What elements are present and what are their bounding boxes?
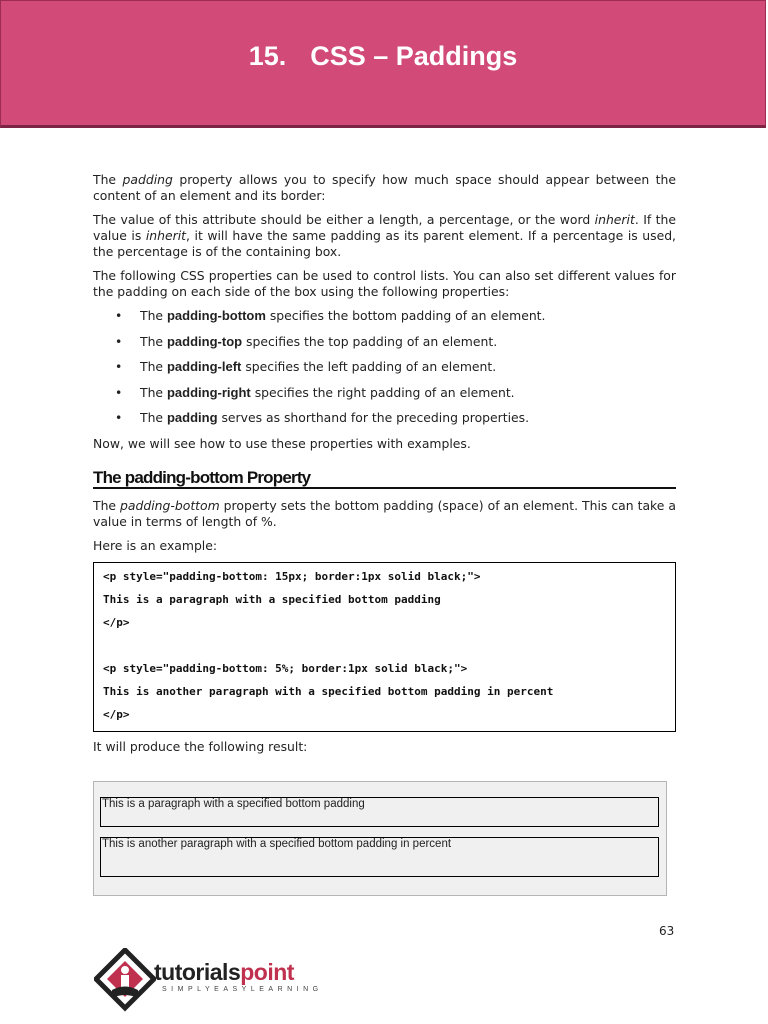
term-emphasis: padding <box>122 172 173 187</box>
result-paragraph-2: This is another paragraph with a specified bottom padding in percent <box>100 837 659 877</box>
chapter-header-banner <box>0 0 766 128</box>
bullet-icon: • <box>115 308 123 323</box>
chapter-title <box>1 41 765 72</box>
result-intro: It will produce the following result: <box>93 738 308 754</box>
text: The value of this attribute should be either a length, a percentage, or the word <box>93 212 595 227</box>
intro-paragraph-2 <box>93 212 676 260</box>
list-item <box>93 385 676 401</box>
text: . If the value is <box>93 212 676 243</box>
logo-tagline: SIMPLYEASYLEARNING <box>162 986 323 993</box>
text: The <box>140 359 167 374</box>
text: The <box>140 333 167 349</box>
intro-paragraph-3: The following CSS properties can be used to control lists. You can also set different values for the padding on each side of the box using the following properties: <box>93 268 676 299</box>
code-line: </p> <box>103 707 130 721</box>
property-name: padding-bottom <box>166 308 266 323</box>
transition-paragraph: Now, we will see how to use these properties with examples. <box>93 435 471 451</box>
rendered-result-box <box>93 781 667 896</box>
list-item <box>93 308 676 324</box>
text: property sets the bottom padding (space) of an element. This can take a value in terms of length of %. <box>93 497 676 529</box>
property-name: padding-right <box>166 384 251 400</box>
bullet-icon: • <box>115 333 123 349</box>
tutorialspoint-logo <box>94 946 334 1016</box>
section-heading: The padding-bottom Property <box>93 470 676 489</box>
list-item <box>93 334 676 350</box>
result-paragraph-1: This is a paragraph with a specified bottom padding <box>100 797 659 827</box>
text: The <box>93 172 123 187</box>
chapter-title-text: CSS – Paddings <box>310 41 518 71</box>
code-line: This is another paragraph with a specified bottom padding in percent <box>103 684 554 698</box>
property-name: padding-left <box>166 359 242 374</box>
property-name: padding-top <box>166 333 243 349</box>
property-name: padding <box>166 410 218 425</box>
intro-paragraph-1 <box>93 172 676 204</box>
bullet-icon: • <box>115 359 123 374</box>
bullet-icon: • <box>115 410 123 425</box>
page-body <box>93 172 676 763</box>
term-emphasis: inherit <box>594 212 635 227</box>
text: serves as shorthand for the preceding properties. <box>217 410 530 425</box>
chapter-number: 15. <box>248 41 287 71</box>
code-line: <p style="padding-bottom: 5%; border:1px solid black;"> <box>103 661 468 675</box>
section-paragraph <box>93 498 676 530</box>
code-line <box>103 639 666 662</box>
example-intro: Here is an example: <box>93 537 218 553</box>
text: specifies the left padding of an element. <box>241 359 497 374</box>
code-example-box <box>93 562 676 732</box>
term-emphasis: padding-bottom <box>120 497 220 513</box>
logo-word-point: point <box>240 959 294 985</box>
logo-emblem-icon <box>94 948 156 1014</box>
text: The <box>93 497 121 513</box>
code-line: This is a paragraph with a specified bottom padding <box>103 592 441 606</box>
logo-wordmark <box>154 960 294 984</box>
text: The <box>140 308 167 323</box>
bullet-icon: • <box>115 384 123 400</box>
term-emphasis: inherit <box>145 228 187 243</box>
list-item <box>93 359 676 375</box>
text: , it will have the same padding as its parent element. If a percentage is used, the percentage is of the containing box. <box>93 228 676 259</box>
list-item <box>93 410 676 426</box>
text: property allows you to specify how much space should appear between the content of an element and its border: <box>93 172 677 203</box>
property-list <box>93 308 676 426</box>
page-number: 63 <box>659 924 675 938</box>
text: specifies the bottom padding of an element. <box>265 308 546 323</box>
logo-word-tutorials: tutorials <box>154 959 241 985</box>
code-line: </p> <box>103 615 130 629</box>
text: specifies the right padding of an element. <box>250 384 515 400</box>
code-line: <p style="padding-bottom: 15px; border:1px solid black;"> <box>103 569 481 583</box>
text: The <box>140 384 167 400</box>
text: specifies the top padding of an element. <box>242 333 498 349</box>
text: The <box>140 410 167 425</box>
